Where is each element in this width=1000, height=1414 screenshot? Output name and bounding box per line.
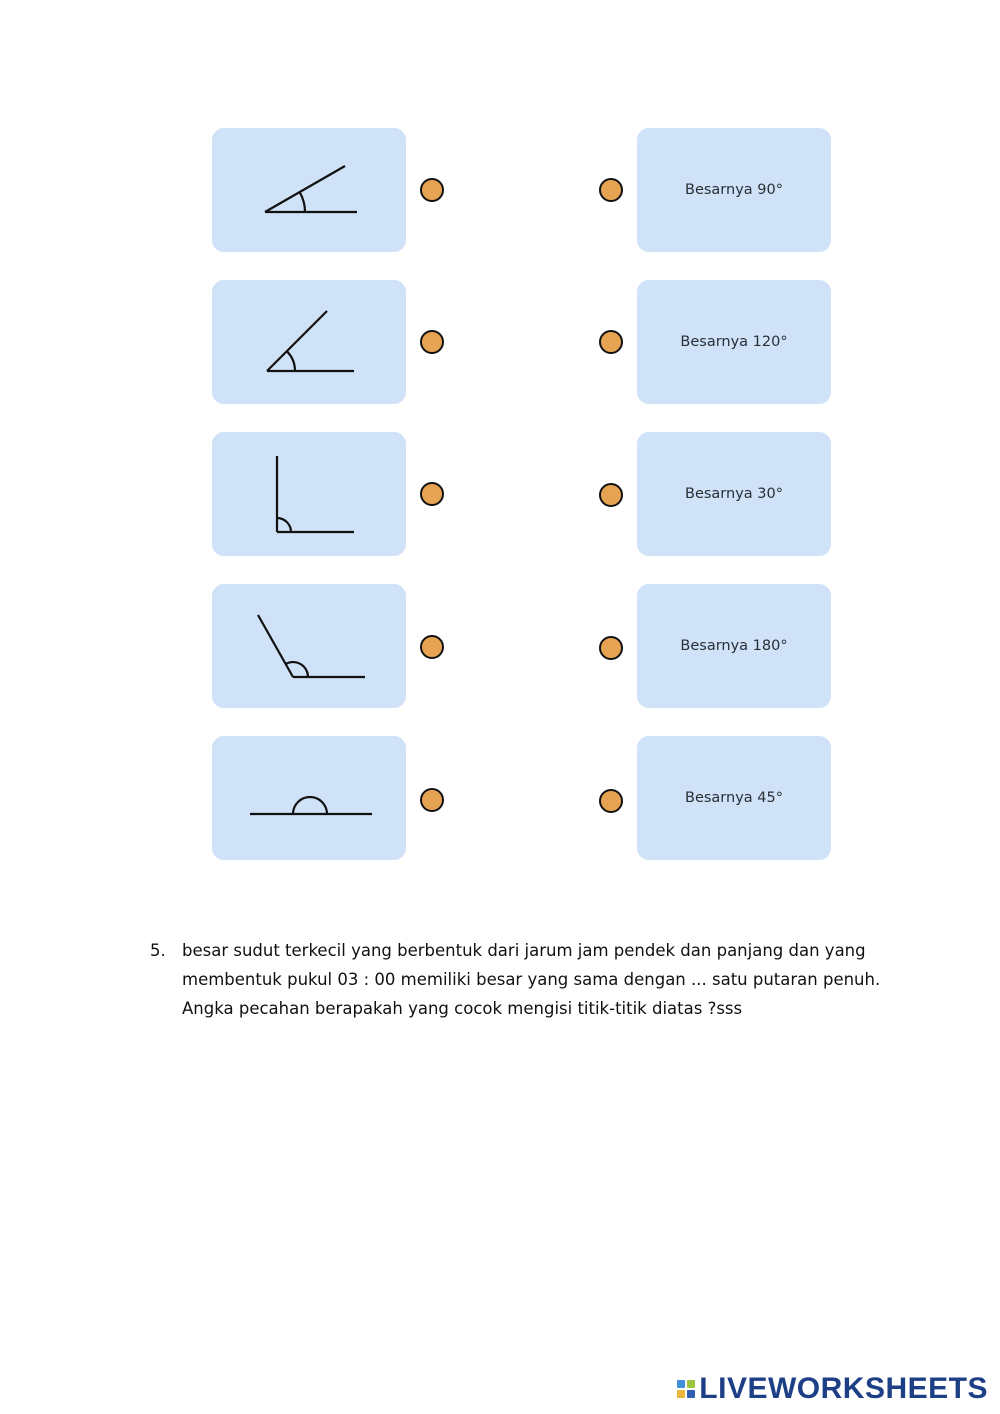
match-dot-left-4[interactable] [420,635,444,659]
answer-card-5 [637,736,831,860]
acute-angle-30-icon [212,128,406,252]
answer-card-1 [637,128,831,252]
angle-card-3 [212,432,406,556]
answer-label: Besarnya 45° [685,790,783,806]
match-dot-right-3[interactable] [599,483,623,507]
question-number: 5. [150,941,166,960]
match-dot-left-1[interactable] [420,178,444,202]
question-text: besar sudut terkecil yang berbentuk dari jarum jam pendek dan panjang dan yang membentuk pukul 03 : 00 memiliki besar yang sama dengan ... satu putaran penuh. Angka pecahan berapakah yang cocok mengisi titik-titik diatas ?sss [182,941,881,1018]
answer-label: Besarnya 120° [680,334,788,350]
match-dot-right-4[interactable] [599,636,623,660]
right-angle-90-icon [212,432,406,556]
liveworksheets-logo [677,1372,988,1406]
acute-angle-45-icon [212,280,406,404]
answer-card-2 [637,280,831,404]
answer-card-3 [637,432,831,556]
logo-text: LIVEWORKSHEETS [699,1372,988,1405]
answer-card-4 [637,584,831,708]
match-dot-right-5[interactable] [599,789,623,813]
obtuse-angle-120-icon [212,584,406,708]
angle-card-1 [212,128,406,252]
angle-card-4 [212,584,406,708]
question-5 [150,936,890,1023]
angle-card-5 [212,736,406,860]
match-dot-left-3[interactable] [420,482,444,506]
match-dot-left-5[interactable] [420,788,444,812]
answer-label: Besarnya 180° [680,638,788,654]
answer-label: Besarnya 90° [685,182,783,198]
angle-card-2 [212,280,406,404]
answer-label: Besarnya 30° [685,486,783,502]
straight-angle-180-icon [212,736,406,860]
match-dot-right-2[interactable] [599,330,623,354]
logo-mark-icon [677,1380,695,1398]
match-dot-right-1[interactable] [599,178,623,202]
match-dot-left-2[interactable] [420,330,444,354]
